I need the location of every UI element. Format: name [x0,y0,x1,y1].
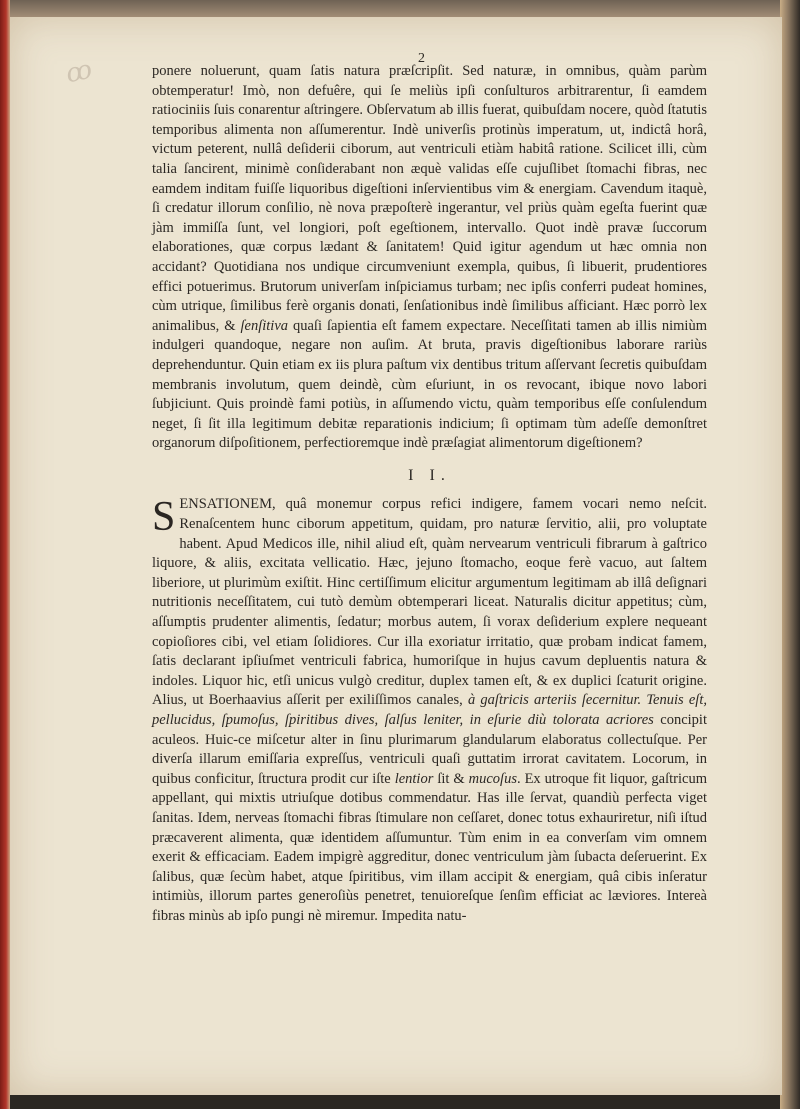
book-cover-top-edge [0,0,800,18]
italic-quotation: à gaſtricis arteriis ſecernitur. Tenuis eſt, pellucidus, ſpumoſus, ſpiritibus dives, ſalſus leniter, in eſurie diù tolorata acriores [152,692,707,728]
paragraph-1-text-a: ponere noluerunt, quam ſatis natura præſcripſit. Sed naturæ, in omnibus, quàm parùm obtemperatur! Imò, non defuêre, qui ſe meliùs ipſi conſulturos arbitrarentur, ſi eamdem ratiociniis ſuis conarentur aſtringere. Obſervatum ab illis fuerat, quibuſdam nocere, quòd ſtatutis temporibus alimenta non aſſumerentur. Indè univerſis protinùs imperatum, ut, indictâ horâ, victum peterent, nullâ deſiderii ciborum, aut ventriculi etiàm habitâ ratione. Scilicet illi, cùm talia ſancirent, minimè conſiderabant non æquè validas eſſe cujuſlibet ſtomachi fibras, nec eamdem inditam fuiſſe liquoribus digeſtioni inſervientibus vim & energiam. Cavendum itaquè, ſi credatur illorum conſilio, nè nova præpoſterè ingerantur, vel priùs quàm egeſta fuerint quæ jàm immiſſa ſunt, vel longiori, poſt egeſtionem, intervallo. Quot indè pravæ ſuccorum elaborationes, quæ corpus lædant & ſanitatem! Quid igitur agendum ut hæc omnia non accidant? Quotidiana nos undique circumveniunt exempla, quibus, ſi libuerit, prudentiores effici potuerimus. Brutorum univerſam inſpiciamus turbam; nec ipſis conferri pudeat homines, cùm utrique, ſimilibus ferè organis donati, ſenſationibus indè ſimilibus aſficiant. Hæc porrò lex animalibus, & [152,63,707,334]
italic-lentior: lentior [394,770,434,787]
book-binding-left-edge [0,0,10,1109]
page-number: 2 [418,51,425,66]
paragraph-2-text-b: concipit aculeos. Huic-ce miſcetur alter in ſinu plurimarum glandularum elaboratus collectuſque. Per diverſa illarum emiſſaria expreſſus, ventriculi quaſi guttatim irrorat cavitatem. Locorum, in quibus conficitur, ſtructura prodit cur iſte [152,712,707,787]
italic-sensitiva: ſenſitiva [240,317,289,334]
drop-cap: S [152,494,176,541]
paragraph-1-text-b: quaſi ſapientia eſt famem expectare. Neceſſitati tamen ab illis nimiùm indulgeri quandoque, negare non auſim. At bruta, pravis digeſtionibus laborare rariùs deprehenduntur. Quin etiam ex iis plura paſtum vix dentibus tritum aſſervant ſecretis quibuſdam membranis involutum, quem deindè, cùm eſuriunt, in os revocant, ibique novo labori ſubjiciunt. Quis proindè fami potiùs, in aſſumendo victu, quàm temporibus eſſe conſulendum neget, ſi ſit illa legitimum debitæ reparationis indicium; ſi optimam tùm adeſſe demonſtret organorum diſpoſitionem, perfectioremque indè præſagiat alimentorum digeſtionem? [152,317,707,452]
paragraph-2-text-a: ENSATIONEM, quâ monemur corpus refici indigere, famem vocari nemo neſcit. Renaſcentem hunc ciborum appetitum, quidam, pro naturæ ſervitio, alii, pro voluptate habent. Apud Medicos ille, nihil aliud eſt, quàm nervearum ventriculi fibrarum à gaſtrico liquore, & aliis, excitata vellicatio. Hæc, jejuno ſtomacho, eoque ferè vacuo, aut ſaltem liberiore, ut plurimùm exiſtit. Hinc certiſſimum elicitur argumentum legitimam ab illâ deſignari nutritionis neceſſitatem, cui tutò demùm obtemperari liceat. Naturalis dicitur appetitus; cùm, aſſumptis prudenter alimentis, ſedatur; morbus autem, ſi vorax deſiderium explere nequeant copioſiores cibi, vel etiam ſolidiores. Cur illa exoriatur irritatio, quæ probam indicat famem, ſatis declarant ipſiuſmet ventriculi fabrica, humoriſque in hujus cavum depluentis natura & indoles. Liquor hic, etſi unicus vulgò creditur, duplex tamen eſt, & ex duplici ſcaturit origine. Alius, ut Boerhaavius aſſerit per exiliſſimos canales, [152,496,707,709]
body-text [152,62,707,927]
paragraph-1 [152,62,707,454]
faint-ink-mark: ꝏ [63,54,95,89]
paragraph-2-text-d: . Ex utroque fit liquor, gaſtricum appellant, qui mixtis utriuſque dotibus commendatur. Has ille ſervat, quandiù perfecta viget ſanitas. Idem, nerveas ſtomachi fibras ſtimulare non ceſſaret, donec totus exhauriretur, niſi iſtud præcaverent alimenta, quæ identidem aſſumuntur. Tùm enim in ea converſam vim omnem exerit & efficaciam. Eadem impigrè aggreditur, donec ventriculum jàm ſubacta deſeruerint. Ex ſalibus, quæ ſecùm habet, atque ſpiritibus, vim illam accipit & energiam, quâ cibis inſeratur intimiùs, illorum partes generoſiùs penetret, tenuioreſque ſenſim efficiat ac læviores. Intereà fibras minùs ab ipſo pungi nè miremur. Impedita natu- [152,770,707,924]
italic-mucosus: mucoſus [468,770,517,787]
paragraph-2-text-c: ſit & [433,770,469,787]
section-heading: I I. [408,466,451,484]
book-pages-right-edge [780,0,800,1109]
paragraph-2 [152,495,707,926]
